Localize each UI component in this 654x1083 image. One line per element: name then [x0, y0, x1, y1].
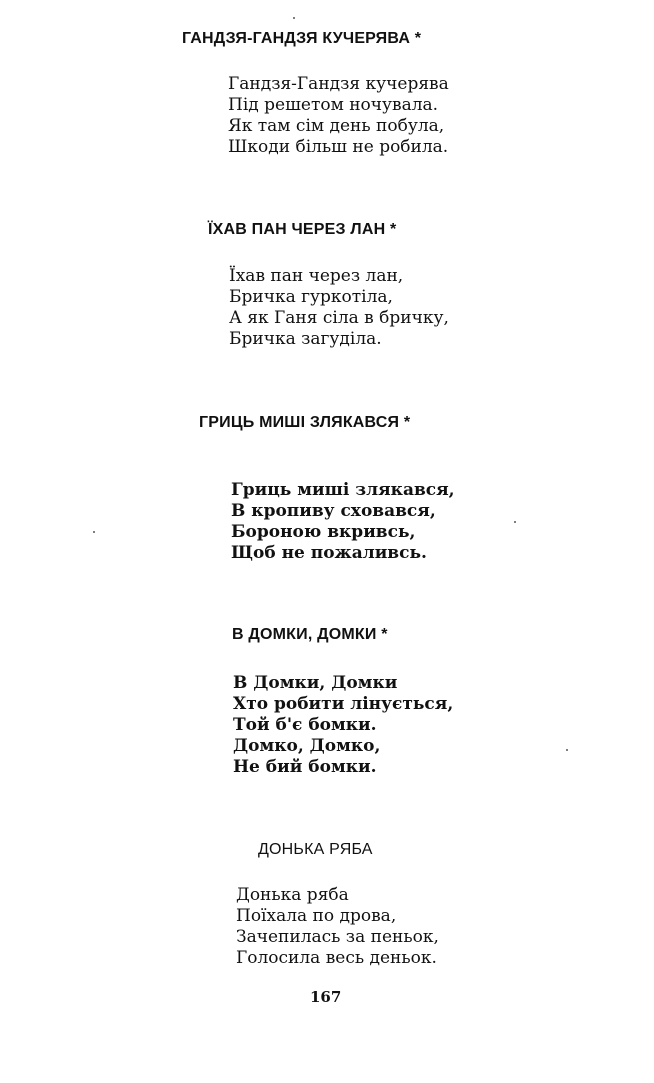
poem-5-title: ДОНЬКА РЯБА [258, 841, 373, 858]
verse-line: Зачепилась за пеньок, [236, 927, 439, 947]
footnote-marker: * [390, 221, 397, 238]
verse-line: Поїхала по дрова, [236, 906, 397, 926]
poem-3-title: ГРИЦЬ МИШІ ЗЛЯКАВСЯ * [199, 414, 411, 431]
scan-speck [566, 749, 568, 751]
footnote-marker: * [403, 414, 411, 431]
scan-speck [293, 17, 295, 19]
page-number: 167 [310, 988, 342, 1006]
verse-line: Їхав пан через лан, [229, 266, 404, 286]
verse-line: Той б'є бомки. [233, 715, 377, 735]
poem-2-verse [229, 266, 449, 350]
poem-3-verse [231, 480, 455, 564]
verse-line: Щоб не пожаливсь. [231, 543, 427, 563]
verse-line: Бричка загуділа. [229, 329, 382, 349]
poem-1-verse [228, 74, 449, 158]
poem-1-title: ГАНДЗЯ-ГАНДЗЯ КУЧЕРЯВА * [182, 30, 422, 47]
verse-line: Бричка гуркотіла, [229, 287, 393, 307]
poem-4-title: В ДОМКИ, ДОМКИ * [232, 626, 388, 643]
verse-line: Під решетом ночувала. [228, 95, 439, 115]
verse-line: Голосила весь деньок. [236, 948, 437, 968]
verse-line: Гриць миші злякався, [231, 480, 455, 500]
footnote-marker: * [381, 626, 388, 643]
verse-line: Бороною вкривсь, [231, 522, 416, 542]
verse-line: Гандзя-Гандзя кучерява [228, 74, 449, 94]
verse-line: Шкоди більш не робила. [228, 137, 449, 157]
verse-line: В кропиву сховався, [231, 501, 436, 521]
verse-line: В Домки, Домки [233, 673, 398, 693]
verse-line: Хто робити лінується, [233, 694, 454, 714]
verse-line: А як Ганя сіла в бричку, [229, 308, 449, 328]
verse-line: Донька ряба [236, 885, 349, 905]
scan-speck [93, 531, 95, 533]
poem-5-verse [236, 885, 439, 969]
poem-4-verse [233, 673, 453, 778]
verse-line: Не бий бомки. [233, 757, 377, 777]
scan-speck [514, 521, 516, 523]
verse-line: Домко, Домко, [233, 736, 381, 756]
verse-line: Як там сім день побула, [228, 116, 445, 136]
footnote-marker: * [414, 30, 422, 47]
poem-2-title: ЇХАВ ПАН ЧЕРЕЗ ЛАН * [208, 221, 397, 238]
